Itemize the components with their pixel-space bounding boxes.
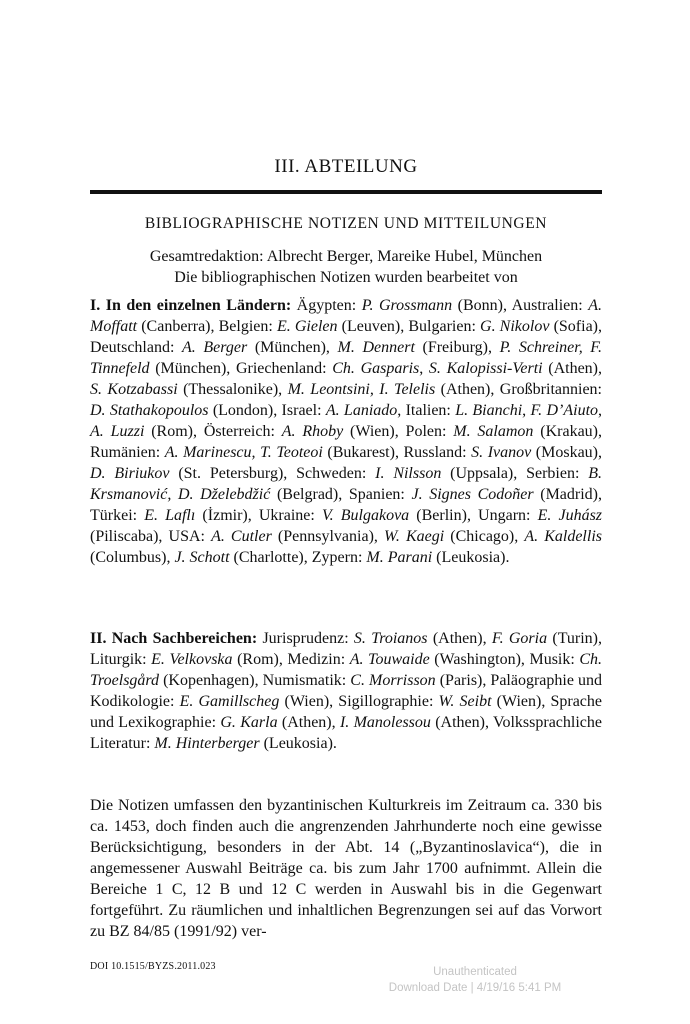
author-name: M. Parani	[366, 549, 433, 566]
paragraph-countries	[90, 295, 602, 568]
author-name: D. Biriukov	[90, 465, 170, 482]
author-name: P. Grossmann	[361, 297, 453, 314]
author-name: E. Gamillscheg	[179, 693, 280, 710]
text-run: (München),	[247, 339, 338, 356]
author-name: C. Morrisson	[350, 672, 436, 689]
text-run: Ägypten:	[291, 297, 362, 314]
text-run: (Athen), Volkssprachliche Literatur:	[90, 714, 602, 752]
text-run: (Krakau), Rumänien:	[90, 423, 603, 461]
author-name: V. Bulgakova	[321, 507, 410, 524]
paragraph-subjects	[90, 628, 602, 754]
author-name: A. Touwaide	[349, 651, 430, 668]
text-run: (St. Petersburg), Schweden:	[169, 465, 376, 482]
text-run: (Turin), Liturgik:	[90, 630, 602, 668]
text-run: (Chicago),	[444, 528, 525, 545]
text-run: (Freiburg),	[414, 339, 500, 356]
editors-note-line: Die bibliographischen Notizen wurden bearbeitet von	[174, 269, 518, 286]
author-name: M. Salamon	[453, 423, 534, 440]
text-run: (Wien), Sprache und Lexikographie:	[90, 693, 603, 731]
author-name: W. Seibt	[438, 693, 492, 710]
text-run: (London), Israel:	[208, 402, 326, 419]
text-run: (Athen), Großbritannien:	[435, 381, 602, 398]
text-run: ,	[598, 402, 603, 419]
text-run: (München), Griechenland:	[149, 360, 333, 377]
text-run: (Piliscaba), USA:	[90, 528, 212, 545]
text-run: (Leukosia).	[259, 735, 337, 752]
author-name: G. Karla	[220, 714, 278, 731]
doi-line: DOI 10.1515/BYZS.2011.023	[90, 961, 216, 972]
author-name: I. Manolessou	[339, 714, 431, 731]
author-name: I. Nilsson	[375, 465, 442, 482]
text-run: (Kopenhagen), Numismatik:	[159, 672, 351, 689]
text-run: (Charlotte), Zypern:	[229, 549, 367, 566]
text-run: (Moskau),	[531, 444, 603, 461]
author-name: G. Nikolov	[480, 318, 550, 335]
text-run: (Canberra), Belgien:	[137, 318, 277, 335]
text-run: (Wien), Polen:	[343, 423, 454, 440]
subtitle: BIBLIOGRAPHISCHE NOTIZEN UND MITTEILUNGEN	[144, 215, 548, 232]
text-run: (Rom), Österreich:	[144, 423, 282, 440]
author-name: E. Velkovska	[151, 651, 233, 668]
editors-line: Gesamtredaktion: Albrecht Berger, Mareike Hubel, München	[149, 248, 543, 265]
author-name: E. Gielen	[276, 318, 338, 335]
paragraph-body	[90, 630, 602, 752]
author-name: S. Ivanov	[471, 444, 532, 461]
author-name: L. Bianchi	[455, 402, 523, 419]
title-rule	[90, 190, 602, 194]
author-name: D. Stathakopoulos	[90, 402, 209, 419]
paragraph-heading: II. Nach Sachbereichen:	[90, 630, 258, 647]
text-run: (Belgrad), Spanien:	[270, 486, 412, 503]
text-run: (Wien), Sigillographie:	[279, 693, 439, 710]
author-name: Ch. Gasparis	[332, 360, 420, 377]
author-name: M. Hinterberger	[154, 735, 260, 752]
paragraph-body	[90, 297, 602, 566]
watermark-line: Download Date | 4/19/16 5:41 PM	[388, 982, 562, 994]
author-name: A. Kaldellis	[524, 528, 602, 545]
author-name: S. Kotzabassi	[90, 381, 178, 398]
text-run: (Berlin), Ungarn:	[409, 507, 538, 524]
text-run: ,	[522, 402, 531, 419]
text-run: (Bonn), Australien:	[452, 297, 589, 314]
paragraph-heading: I. In den einzelnen Ländern:	[90, 297, 292, 314]
text-run: (Washington), Musik:	[429, 651, 580, 668]
text-run: (Pennsylvania),	[271, 528, 384, 545]
author-name: P. Schreiner, F. Tinnefeld	[90, 339, 603, 377]
author-name: W. Kaegi	[384, 528, 445, 545]
text-run: (Leuven), Bulgarien:	[337, 318, 481, 335]
author-name: F. Goria	[491, 630, 548, 647]
author-name: B. Krsmanović, D. Dželebdžić	[90, 465, 603, 503]
text-run: (Leukosia).	[432, 549, 510, 566]
text-run: (Athen),	[427, 630, 492, 647]
author-name: E. Juhász	[537, 507, 603, 524]
text-run: (Madrid), Türkei:	[90, 486, 603, 524]
author-name: S. Kalopissi-Verti	[428, 360, 543, 377]
author-name: A. Moffatt	[90, 297, 602, 335]
author-name: A. Cutler	[211, 528, 272, 545]
author-name: A. Laniado	[325, 402, 398, 419]
text-run: (Sofia), Deutschland:	[90, 318, 602, 356]
watermark-line: Unauthenticated	[433, 966, 517, 978]
author-name: J. Schott	[174, 549, 230, 566]
text-run: (Bukarest), Russland:	[322, 444, 472, 461]
text-run: (Rom), Medizin:	[232, 651, 350, 668]
text-run: (Paris), Paläographie und Kodikologie:	[90, 672, 603, 710]
author-name: A. Luzzi	[90, 423, 145, 440]
author-name: A. Marinescu, T. Teoteoi	[164, 444, 323, 461]
author-name: J. Signes Codoñer	[411, 486, 534, 503]
author-name: A. Berger	[182, 339, 248, 356]
author-name: Ch. Troelsgård	[90, 651, 603, 689]
text-run: (Columbus),	[90, 549, 175, 566]
text-run: (Athen),	[277, 714, 340, 731]
text-run: ,	[419, 360, 429, 377]
author-name: M. Leontsini, I. Telelis	[287, 381, 436, 398]
text-run: (Uppsala), Serbien:	[441, 465, 589, 482]
credits	[90, 246, 602, 288]
section-title: III. ABTEILUNG	[274, 156, 418, 177]
author-name: A. Rhoby	[281, 423, 344, 440]
text-run: Jurisprudenz:	[257, 630, 354, 647]
author-name: S. Troianos	[353, 630, 428, 647]
watermark	[360, 964, 590, 996]
text-run: (İzmir), Ukraine:	[195, 507, 322, 524]
text-run: (Thessalonike),	[177, 381, 288, 398]
author-name: E. Laflı	[144, 507, 196, 524]
paragraph-scope: Die Notizen umfassen den byzantinischen Kulturkreis im Zeitraum ca. 330 bis ca. 1453, doch finden auch die angrenzenden Jahrhunderte noch eine gewisse Berücksichtigung, besonders in der Abt. 14 („Byzantinoslavica“), die in angemessener Auswahl Beiträge ca. bis zum Jahr 1700 aufnimmt. Allein die Bereiche 1 C, 12 B und 12 C werden in Auswahl bis in die Gegenwart fortgeführt. Zu räumlichen und inhaltlichen Begrenzungen sei auf das Vorwort zu BZ 84/85 (1991/92) ver-	[90, 797, 602, 940]
author-name: F. D’Aiuto	[530, 402, 599, 419]
author-name: M. Dennert	[337, 339, 415, 356]
text-run: (Athen),	[542, 360, 603, 377]
text-run: , Italien:	[397, 402, 456, 419]
